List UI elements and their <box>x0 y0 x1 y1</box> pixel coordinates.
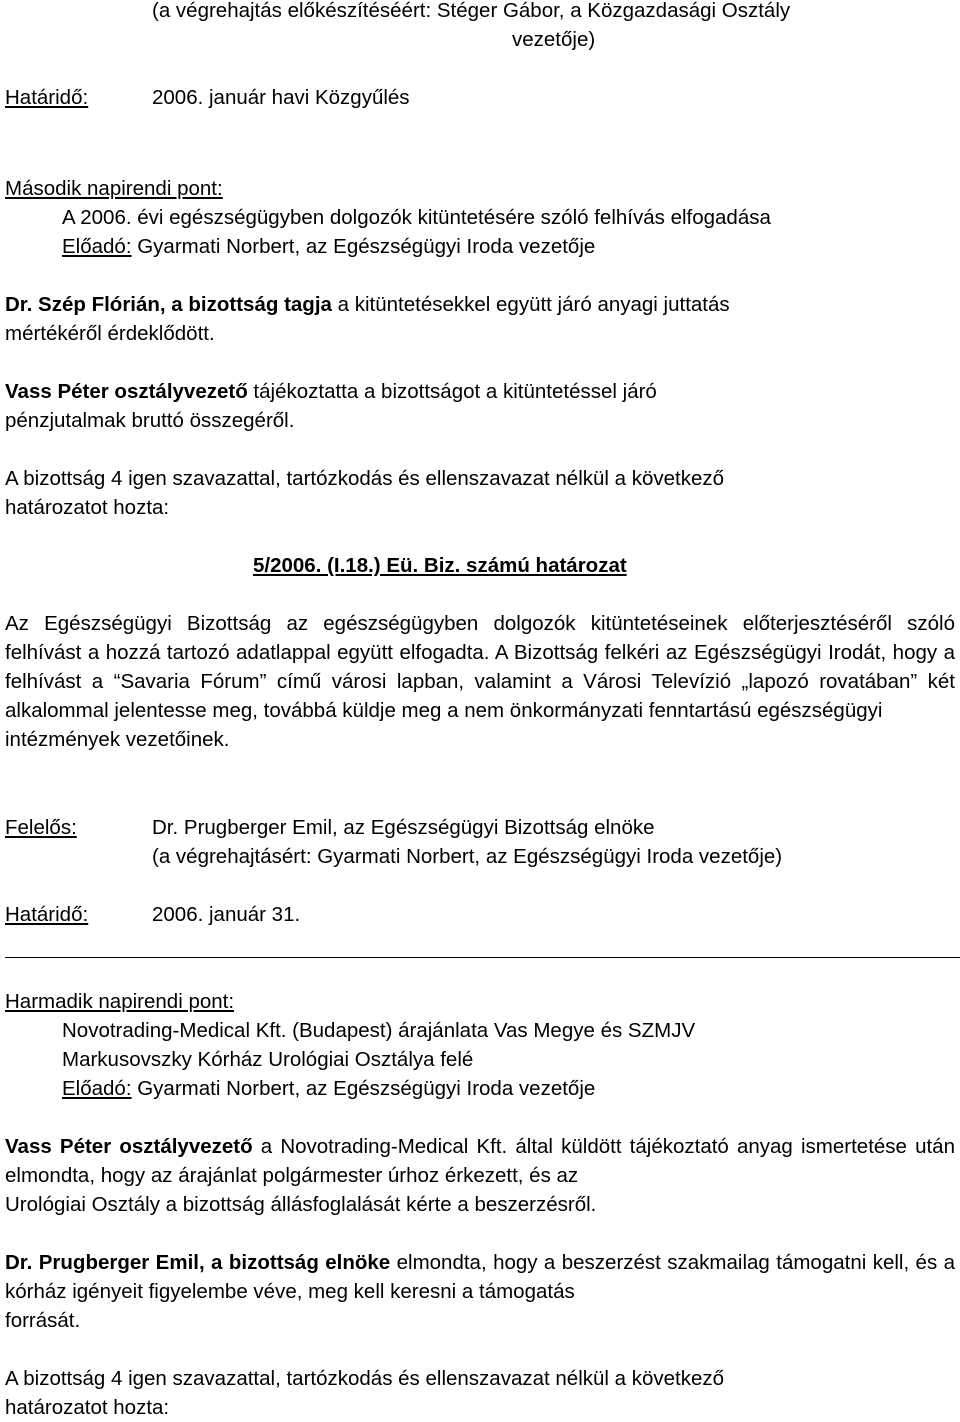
agenda-title: A 2006. évi egészségügyben dolgozók kitüntetésére szóló felhívás elfogadása <box>62 206 771 229</box>
exec-note-line: (a végrehajtás előkészítéséért: Stéger Gábor, a Közgazdasági Osztály <box>152 0 791 22</box>
paragraph: Dr. Prugberger Emil, a bizottság elnöke elmondta, hogy a beszerzést szakmailag támogatni kell, és a kórház igényeit figyelembe véve, meg kell keresni a támogatás forrását. <box>5 1251 956 1332</box>
agenda-heading: Harmadik napirendi pont: <box>5 990 235 1013</box>
section-divider <box>5 957 960 958</box>
responsible-exec: (a végrehajtásért: Gyarmati Norbert, az Egészségügyi Iroda vezetője) <box>152 845 783 868</box>
speaker-name: Dr. Szép Flórián, a bizottság tagja <box>5 293 332 316</box>
deadline-label: Határidő: <box>5 86 89 109</box>
presenter-value: Gyarmati Norbert, az Egészségügyi Iroda vezetője <box>137 235 596 258</box>
resolution-title: 5/2006. (I.18.) Eü. Biz. számú határozat <box>253 554 627 577</box>
deadline-label: Határidő: <box>5 903 89 926</box>
speaker-name: Vass Péter osztályvezető <box>5 1135 253 1158</box>
vote-paragraph: A bizottság 4 igen szavazattal, tartózkodás és ellenszavazat nélkül a következő határozatot hozta: <box>5 467 725 519</box>
speaker-name: Vass Péter osztályvezető <box>5 380 248 403</box>
exec-note-line: vezetője) <box>512 28 596 51</box>
deadline-value: 2006. január havi Közgyűlés <box>152 86 410 109</box>
presenter-line <box>62 232 595 261</box>
agenda-heading: Második napirendi pont: <box>5 177 223 200</box>
deadline-value: 2006. január 31. <box>152 903 301 926</box>
paragraph: Vass Péter osztályvezető a Novotrading-Medical Kft. által küldött tájékoztató anyag ismertetése után elmondta, hogy az árajánlat polgármester úrhoz érkezett, és az Urológiai Osztály a bizottság állásfoglalását kérte a beszerzésről. <box>5 1135 955 1216</box>
presenter-value: Gyarmati Norbert, az Egészségügyi Iroda vezetője <box>137 1077 596 1100</box>
responsible-value: Dr. Prugberger Emil, az Egészségügyi Bizottság elnöke <box>152 816 655 839</box>
vote-paragraph: A bizottság 4 igen szavazattal, tartózkodás és ellenszavazat nélkül a következő határozatot hozta: <box>5 1367 725 1419</box>
agenda-title: Novotrading-Medical Kft. (Budapest) árajánlata Vas Megye és SZMJV Markusovszky Kórház Urológiai Osztálya felé <box>62 1019 696 1071</box>
presenter-label: Előadó: <box>62 1077 132 1100</box>
paragraph: Dr. Szép Flórián, a bizottság tagja a kitüntetésekkel együtt járó anyagi juttatás mértékéről érdeklődött. <box>5 293 730 345</box>
presenter-line <box>62 1074 595 1103</box>
resolution-text: Az Egészségügyi Bizottság az egészségügyben dolgozók kitüntetéseinek előterjesztéséről szóló felhívást a hozzá tartozó adatlappal együtt elfogadta. A Bizottság felkéri az Egészségügyi Irodát, hogy a felhívást a “Savaria Fórum” című városi lapban, valamint a Városi Televízió „lapozó rovatában” két alkalommal jelentesse meg, továbbá küldje meg a nem önkormányzati fenntartású egészségügyi intézmények vezetőinek. <box>5 612 956 751</box>
paragraph: Vass Péter osztályvezető tájékoztatta a bizottságot a kitüntetéssel járó pénzjutalmak bruttó összegéről. <box>5 380 657 432</box>
speaker-name: Dr. Prugberger Emil, a bizottság elnöke <box>5 1251 391 1274</box>
presenter-label: Előadó: <box>62 235 132 258</box>
responsible-label: Felelős: <box>5 816 77 839</box>
